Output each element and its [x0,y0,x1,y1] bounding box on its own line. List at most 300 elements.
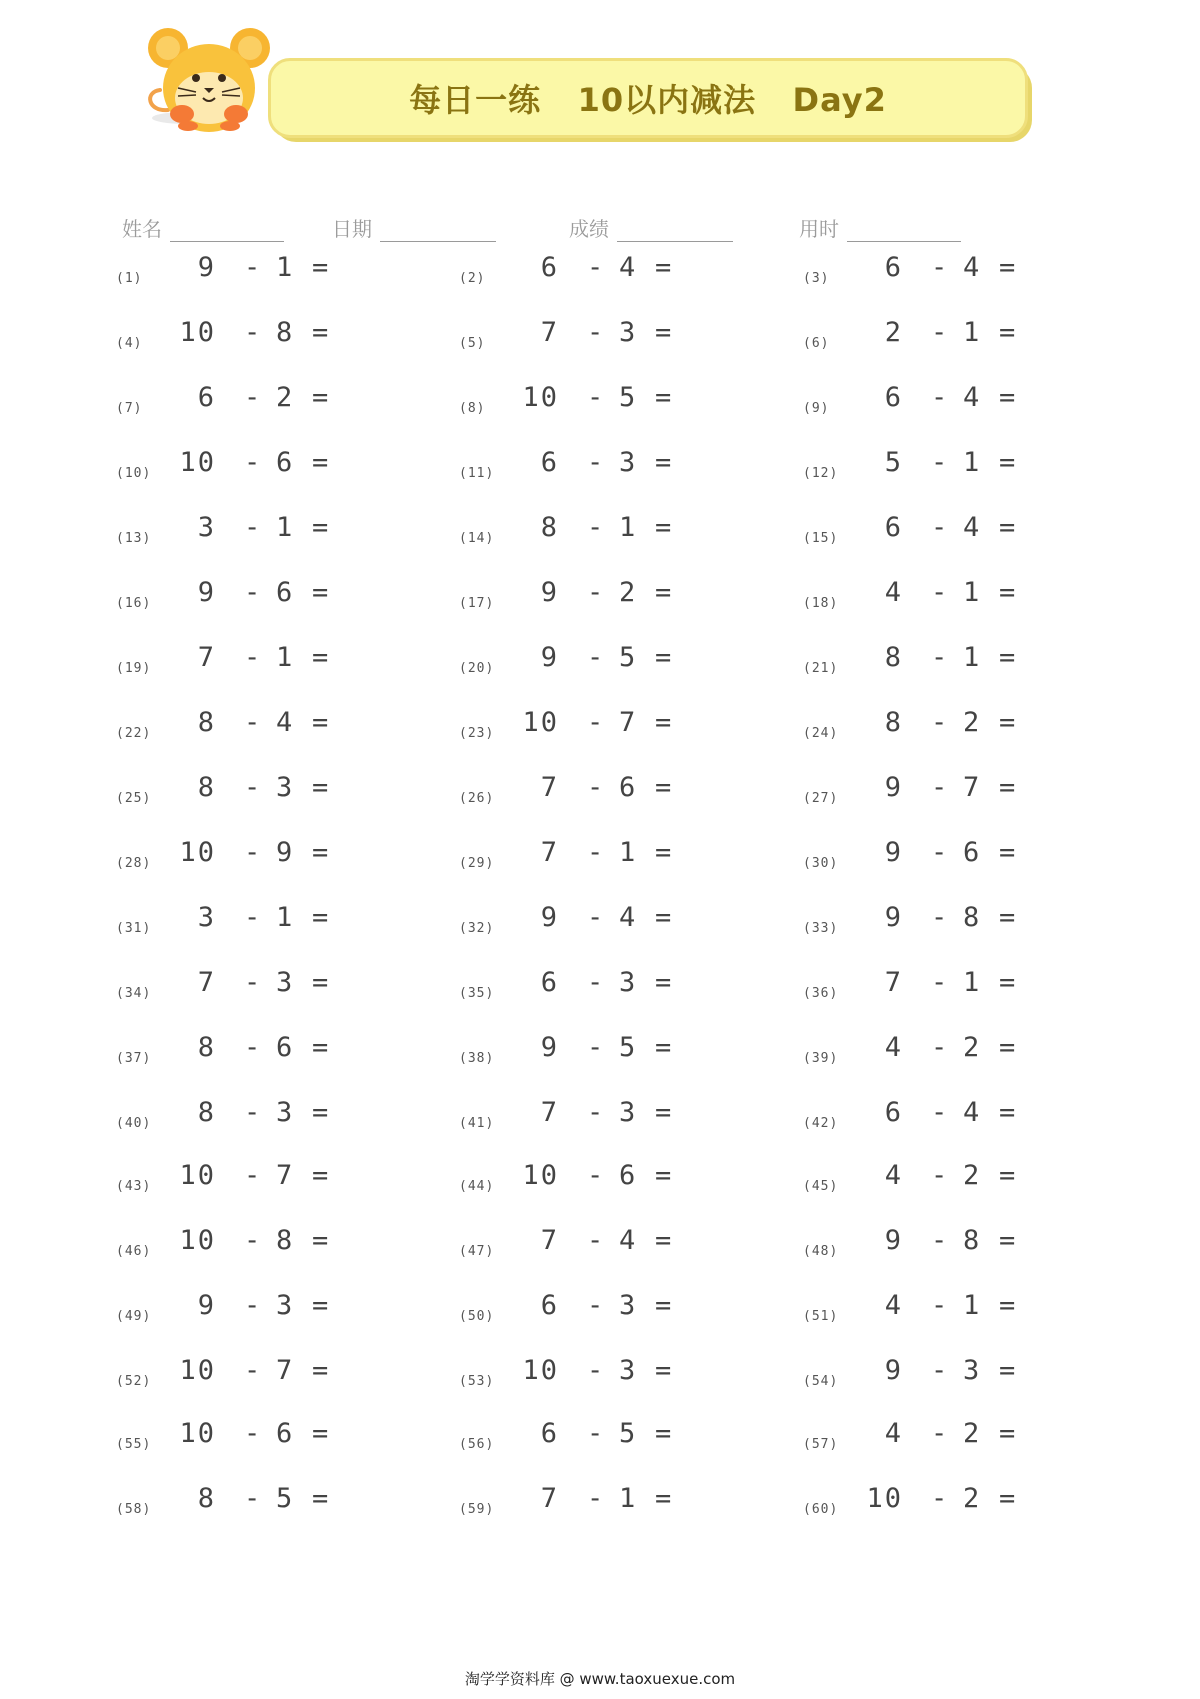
problem-minuend: 6 [540,252,559,283]
problem-minuend: 4 [884,1032,903,1063]
problem-minuend: 7 [197,967,216,998]
problem-equals: = [312,707,329,738]
problem-subtrahend: 3 [619,447,636,478]
problem-item [803,1032,1063,1072]
problem-minuend: 10 [866,1483,903,1514]
problem-item [803,382,1063,422]
problem-item [803,1160,1063,1200]
problem-number: (23) [459,726,495,741]
problem-operator: - [931,382,948,413]
problem-number: (42) [803,1116,839,1131]
time-label: 用时 [799,217,839,241]
problem-minuend: 7 [540,1097,559,1128]
problem-minuend: 7 [540,317,559,348]
problem-item [116,1225,376,1265]
problem-minuend: 10 [179,317,216,348]
problem-equals: = [655,1418,672,1449]
problem-subtrahend: 4 [963,512,980,543]
problem-number: (47) [459,1244,495,1259]
problem-item [116,902,376,942]
problem-item [803,1418,1063,1458]
problem-equals: = [312,1225,329,1256]
problem-equals: = [312,642,329,673]
problem-item [116,1418,376,1458]
problem-equals: = [999,1355,1016,1386]
problem-number: (55) [116,1437,152,1452]
problem-subtrahend: 1 [276,512,293,543]
problem-minuend: 8 [197,1097,216,1128]
problem-item [459,1032,719,1072]
score-blank-line[interactable] [617,219,733,242]
problem-number: (59) [459,1502,495,1517]
problem-item [459,1225,719,1265]
problem-equals: = [655,382,672,413]
problem-number: (40) [116,1116,152,1131]
problem-subtrahend: 5 [619,642,636,673]
problem-operator: - [931,1355,948,1386]
problem-subtrahend: 1 [619,837,636,868]
problem-number: (48) [803,1244,839,1259]
problem-item [116,447,376,487]
problem-number: (49) [116,1309,152,1324]
problem-subtrahend: 1 [276,902,293,933]
problem-operator: - [244,642,261,673]
problem-minuend: 10 [179,1355,216,1386]
problem-item [116,642,376,682]
problem-equals: = [999,1483,1016,1514]
problem-operator: - [931,772,948,803]
problem-operator: - [931,512,948,543]
problem-operator: - [931,1160,948,1191]
problem-operator: - [931,1418,948,1449]
problem-minuend: 4 [884,577,903,608]
problem-subtrahend: 6 [619,772,636,803]
problem-equals: = [312,577,329,608]
problem-subtrahend: 2 [963,1160,980,1191]
problem-number: (60) [803,1502,839,1517]
problem-equals: = [312,447,329,478]
problem-subtrahend: 3 [276,1097,293,1128]
problem-number: (10) [116,466,152,481]
name-label: 姓名 [122,217,162,241]
problem-number: (32) [459,921,495,936]
problem-item [803,447,1063,487]
problem-operator: - [931,707,948,738]
problem-equals: = [999,512,1016,543]
problem-subtrahend: 6 [276,1418,293,1449]
problem-minuend: 7 [540,837,559,868]
problem-minuend: 9 [884,1225,903,1256]
problem-equals: = [312,1097,329,1128]
problem-number: (56) [459,1437,495,1452]
problem-operator: - [587,1483,604,1514]
problem-equals: = [999,1097,1016,1128]
problem-item [459,1160,719,1200]
problem-operator: - [244,902,261,933]
problem-number: (34) [116,986,152,1001]
problem-equals: = [312,252,329,283]
problem-operator: - [244,382,261,413]
problem-number: (13) [116,531,152,546]
date-field [332,213,496,242]
name-blank-line[interactable] [170,219,284,242]
problem-operator: - [587,967,604,998]
problem-item [459,252,719,292]
problem-operator: - [244,772,261,803]
problem-subtrahend: 4 [963,1097,980,1128]
problem-operator: - [587,772,604,803]
problem-minuend: 10 [522,1355,559,1386]
problem-subtrahend: 8 [963,1225,980,1256]
problem-number: (17) [459,596,495,611]
score-field [569,213,733,242]
problem-equals: = [312,1483,329,1514]
problem-subtrahend: 8 [276,317,293,348]
problem-equals: = [999,707,1016,738]
problem-number: (27) [803,791,839,806]
problem-subtrahend: 2 [619,577,636,608]
problem-minuend: 9 [884,837,903,868]
problem-number: (52) [116,1374,152,1389]
info-row [0,213,1200,243]
problem-minuend: 9 [884,1355,903,1386]
problem-number: (53) [459,1374,495,1389]
problem-equals: = [655,707,672,738]
problem-equals: = [655,1097,672,1128]
problem-item [116,1355,376,1395]
problem-item [459,902,719,942]
time-blank-line[interactable] [847,219,961,242]
problem-operator: - [931,1225,948,1256]
problem-minuend: 6 [884,252,903,283]
problem-minuend: 8 [197,1032,216,1063]
problem-subtrahend: 1 [963,642,980,673]
problem-number: (45) [803,1179,839,1194]
problem-number: (57) [803,1437,839,1452]
problem-equals: = [312,967,329,998]
problem-item [459,317,719,357]
problem-operator: - [244,447,261,478]
problem-item [803,707,1063,747]
problem-subtrahend: 4 [619,252,636,283]
problem-subtrahend: 4 [619,902,636,933]
problem-minuend: 8 [884,642,903,673]
problem-number: (21) [803,661,839,676]
problem-number: (35) [459,986,495,1001]
problem-number: (25) [116,791,152,806]
problem-item [116,1483,376,1523]
problem-minuend: 6 [540,447,559,478]
problem-operator: - [587,1355,604,1386]
problem-equals: = [312,317,329,348]
problem-number: (7) [116,401,143,416]
problem-operator: - [587,382,604,413]
problem-operator: - [587,837,604,868]
problem-minuend: 6 [540,1290,559,1321]
problem-operator: - [587,1097,604,1128]
problem-number: (16) [116,596,152,611]
problem-operator: - [244,1032,261,1063]
problem-minuend: 7 [884,967,903,998]
problem-equals: = [655,1032,672,1063]
problem-equals: = [655,1160,672,1191]
problem-equals: = [655,1355,672,1386]
problem-minuend: 10 [522,1160,559,1191]
problem-operator: - [931,577,948,608]
problem-operator: - [931,642,948,673]
problem-number: (1) [116,271,143,286]
problem-item [803,1483,1063,1523]
problem-subtrahend: 2 [963,1032,980,1063]
problem-item [459,707,719,747]
problem-operator: - [244,252,261,283]
problem-item [459,577,719,617]
problem-item [803,577,1063,617]
problem-subtrahend: 7 [963,772,980,803]
problem-operator: - [244,512,261,543]
problem-number: (37) [116,1051,152,1066]
problem-subtrahend: 3 [619,967,636,998]
problem-item [459,512,719,552]
problem-number: (50) [459,1309,495,1324]
problem-subtrahend: 1 [963,967,980,998]
problem-equals: = [999,967,1016,998]
problem-equals: = [999,382,1016,413]
problem-operator: - [244,577,261,608]
problem-minuend: 6 [884,382,903,413]
date-blank-line[interactable] [380,219,496,242]
problem-minuend: 8 [197,1483,216,1514]
problem-operator: - [244,1290,261,1321]
problem-operator: - [587,317,604,348]
problem-number: (11) [459,466,495,481]
problem-subtrahend: 1 [963,317,980,348]
problem-item [459,772,719,812]
problem-minuend: 9 [197,577,216,608]
problem-minuend: 9 [884,772,903,803]
problem-item [803,1355,1063,1395]
problem-subtrahend: 6 [276,1032,293,1063]
problem-minuend: 9 [884,902,903,933]
problem-equals: = [655,577,672,608]
problem-number: (29) [459,856,495,871]
problem-item [803,1290,1063,1330]
problem-number: (46) [116,1244,152,1259]
problem-minuend: 6 [540,967,559,998]
problem-operator: - [931,1483,948,1514]
problem-subtrahend: 4 [963,382,980,413]
problem-item [803,1097,1063,1137]
problem-equals: = [655,902,672,933]
problem-minuend: 3 [197,902,216,933]
problem-minuend: 6 [884,1097,903,1128]
problem-subtrahend: 2 [963,707,980,738]
problem-number: (4) [116,336,143,351]
problem-item [803,512,1063,552]
problem-equals: = [999,642,1016,673]
page-title: 每日一练 10以内减法 Day2 [409,81,887,119]
problem-equals: = [999,1032,1016,1063]
problem-equals: = [655,967,672,998]
problem-equals: = [999,1418,1016,1449]
problem-item [116,837,376,877]
banner-face [268,58,1028,138]
problem-number: (6) [803,336,830,351]
problem-operator: - [587,1418,604,1449]
problem-number: (24) [803,726,839,741]
problem-subtrahend: 5 [619,382,636,413]
problem-minuend: 6 [884,512,903,543]
title-banner [268,58,1028,138]
problem-equals: = [999,1290,1016,1321]
problem-item [459,1097,719,1137]
problem-operator: - [931,1032,948,1063]
problem-minuend: 9 [540,577,559,608]
problem-equals: = [655,252,672,283]
problem-number: (15) [803,531,839,546]
problem-subtrahend: 3 [619,1290,636,1321]
problem-subtrahend: 3 [619,1355,636,1386]
problem-number: (14) [459,531,495,546]
problem-equals: = [312,772,329,803]
problem-operator: - [244,707,261,738]
problem-number: (58) [116,1502,152,1517]
problem-equals: = [999,317,1016,348]
problem-operator: - [587,577,604,608]
problem-number: (41) [459,1116,495,1131]
problem-subtrahend: 6 [963,837,980,868]
problem-subtrahend: 5 [619,1418,636,1449]
problem-operator: - [587,447,604,478]
problem-item [116,1160,376,1200]
problem-minuend: 9 [197,1290,216,1321]
problem-minuend: 9 [197,252,216,283]
problem-minuend: 8 [884,707,903,738]
problem-minuend: 6 [540,1418,559,1449]
problem-equals: = [312,1290,329,1321]
problem-item [116,317,376,357]
problem-operator: - [587,902,604,933]
date-label: 日期 [332,217,372,241]
problem-item [459,447,719,487]
problem-operator: - [587,1225,604,1256]
problem-number: (5) [459,336,486,351]
problem-item [803,837,1063,877]
problem-operator: - [587,512,604,543]
problem-item [116,382,376,422]
problem-subtrahend: 6 [276,577,293,608]
problem-operator: - [931,967,948,998]
problem-operator: - [931,837,948,868]
problem-operator: - [587,252,604,283]
problem-equals: = [312,837,329,868]
problem-number: (12) [803,466,839,481]
problem-item [803,252,1063,292]
problem-equals: = [312,1032,329,1063]
problem-subtrahend: 1 [963,447,980,478]
problem-item [803,642,1063,682]
problem-subtrahend: 5 [619,1032,636,1063]
problem-item [803,967,1063,1007]
problem-item [116,1290,376,1330]
problem-operator: - [931,317,948,348]
problem-minuend: 7 [540,1225,559,1256]
problem-item [803,902,1063,942]
problem-minuend: 4 [884,1290,903,1321]
problem-equals: = [312,1160,329,1191]
problem-item [803,1225,1063,1265]
problem-equals: = [999,577,1016,608]
problem-subtrahend: 3 [276,772,293,803]
problem-item [459,642,719,682]
problem-minuend: 10 [179,1418,216,1449]
score-label: 成绩 [569,217,609,241]
problem-equals: = [655,1290,672,1321]
problem-operator: - [587,1290,604,1321]
problem-equals: = [312,512,329,543]
problem-operator: - [244,967,261,998]
problem-item [116,252,376,292]
problem-subtrahend: 2 [963,1483,980,1514]
problem-item [459,837,719,877]
problem-minuend: 7 [540,772,559,803]
problem-subtrahend: 1 [963,1290,980,1321]
problem-minuend: 2 [884,317,903,348]
problem-operator: - [931,252,948,283]
problem-equals: = [999,252,1016,283]
problem-operator: - [244,1355,261,1386]
problem-operator: - [244,837,261,868]
problem-operator: - [931,902,948,933]
time-field [799,213,961,242]
problem-subtrahend: 1 [276,252,293,283]
problem-number: (20) [459,661,495,676]
problem-item [459,382,719,422]
problem-minuend: 10 [179,1160,216,1191]
problem-number: (54) [803,1374,839,1389]
problem-number: (22) [116,726,152,741]
problem-equals: = [655,642,672,673]
problem-item [803,772,1063,812]
problem-equals: = [999,902,1016,933]
problem-equals: = [655,1483,672,1514]
problem-operator: - [244,1418,261,1449]
problem-item [116,577,376,617]
problem-minuend: 7 [197,642,216,673]
problem-subtrahend: 2 [276,382,293,413]
problem-operator: - [244,1160,261,1191]
problem-number: (51) [803,1309,839,1324]
problem-subtrahend: 5 [276,1483,293,1514]
problem-minuend: 4 [884,1418,903,1449]
problem-subtrahend: 4 [963,252,980,283]
problem-subtrahend: 7 [619,707,636,738]
problem-operator: - [931,1290,948,1321]
problem-equals: = [312,902,329,933]
problem-number: (43) [116,1179,152,1194]
problem-equals: = [655,1225,672,1256]
problem-item [459,1290,719,1330]
problem-subtrahend: 1 [619,1483,636,1514]
problem-item [116,512,376,552]
problem-subtrahend: 3 [619,1097,636,1128]
problem-operator: - [587,1160,604,1191]
problem-number: (26) [459,791,495,806]
problem-minuend: 10 [179,837,216,868]
problem-equals: = [999,837,1016,868]
problem-operator: - [931,447,948,478]
problem-number: (18) [803,596,839,611]
